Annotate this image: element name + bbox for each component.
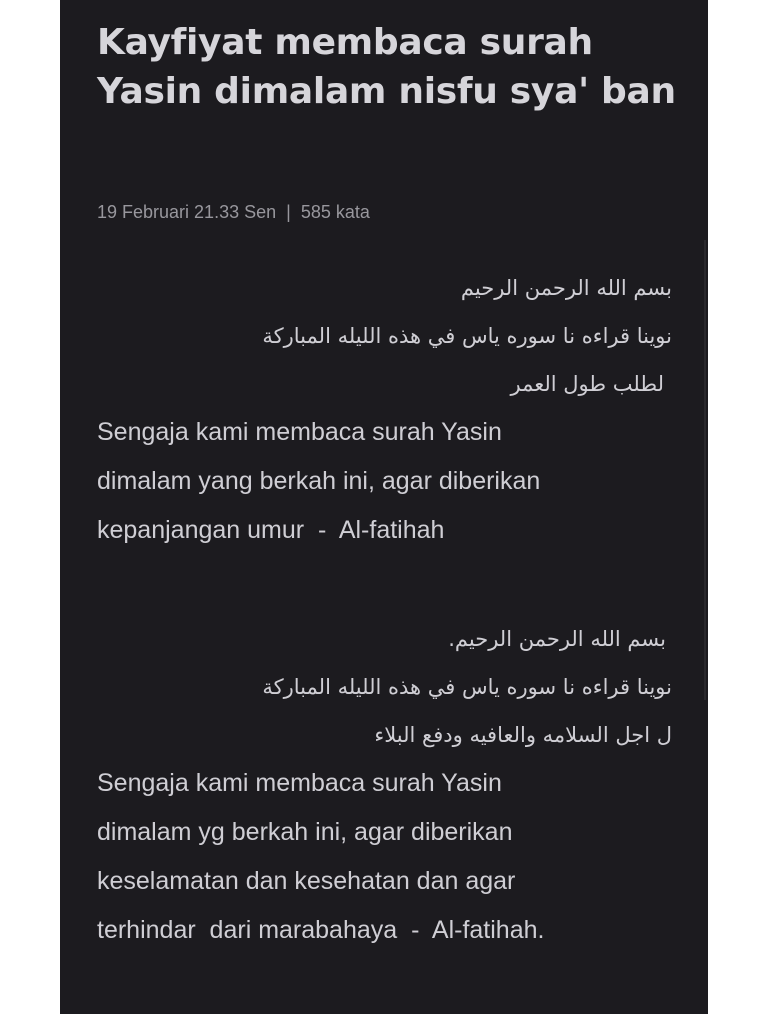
prayer-section-1 — [97, 264, 672, 555]
translation-paragraph — [97, 759, 672, 955]
arabic-line: بسم الله الرحمن الرحيم. — [448, 627, 666, 651]
arabic-line: نوينا قراءه نا سوره ياس في هذه الليله المباركة — [262, 324, 672, 348]
translation-line: Sengaja kami membaca surah Yasin — [97, 418, 502, 446]
article-meta — [97, 200, 370, 224]
translation-line: keselamatan dan kesehatan dan agar — [97, 867, 516, 895]
translation-line: Sengaja kami membaca surah Yasin — [97, 769, 502, 797]
meta-separator: | — [286, 202, 291, 222]
article-word-count: 585 kata — [300, 202, 370, 222]
arabic-line: لطلب طول العمر — [510, 372, 664, 396]
article-title: Kayfiyat membaca surah Yasin dimalam nisfu sya' ban — [97, 22, 676, 112]
article-page[interactable] — [60, 0, 708, 1014]
arabic-line: نوينا قراءه نا سوره ياس في هذه الليله المباركة — [262, 675, 672, 699]
translation-line: kepanjangan umur - Al-fatihah — [97, 516, 445, 544]
translation-line: dimalam yg berkah ini, agar diberikan — [97, 818, 513, 846]
article-body — [97, 264, 672, 955]
translation-paragraph — [97, 408, 672, 555]
arabic-line: ل اجل السلامه والعافيه ودفع البلاء — [374, 723, 672, 747]
section-spacer — [97, 555, 672, 615]
arabic-line: بسم الله الرحمن الرحيم — [460, 276, 672, 300]
article-datetime: 19 Februari 21.33 Sen — [97, 202, 277, 222]
prayer-section-2 — [97, 615, 672, 955]
translation-line: terhindar dari marabahaya - Al-fatihah. — [97, 916, 545, 944]
scroll-indicator[interactable] — [704, 240, 706, 700]
translation-line: dimalam yang berkah ini, agar diberikan — [97, 467, 541, 495]
